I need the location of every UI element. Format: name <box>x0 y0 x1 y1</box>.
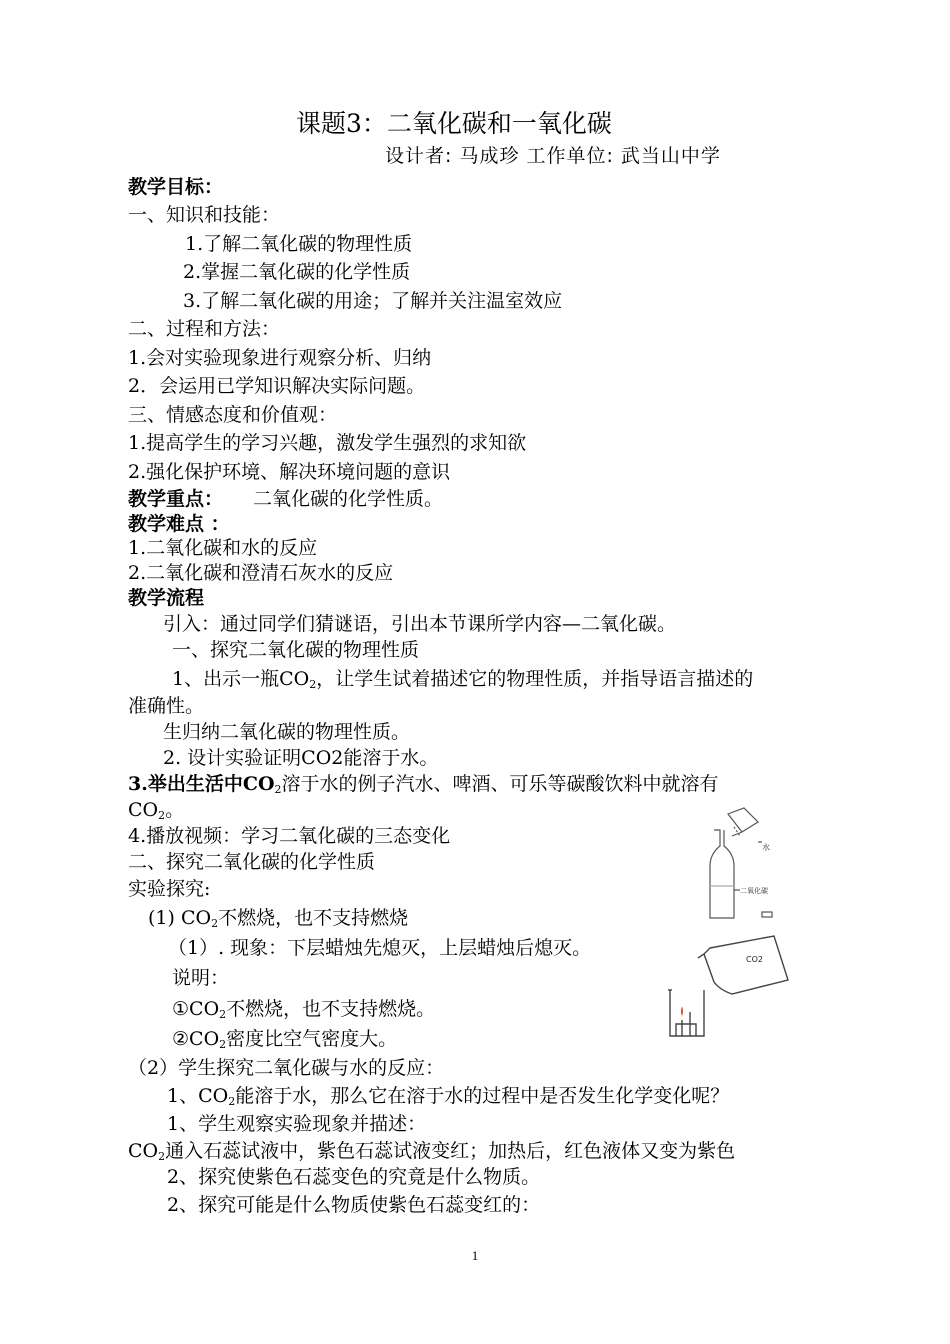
subscript: 2 <box>211 917 219 930</box>
page-number: 1 <box>471 1248 479 1263</box>
subscript: 2 <box>219 1038 227 1051</box>
subscript: 2 <box>309 678 317 691</box>
section1-item: 3.了解二氧化碳的用途；了解并关注温室效应 <box>183 290 563 312</box>
point2-text-cont: 密度比空气密度大。 <box>226 1028 398 1050</box>
section1-heading: 一、知识和技能： <box>128 204 281 226</box>
exp1-text-cont: 不燃烧，也不支持燃烧 <box>218 907 409 929</box>
subscript: 2 <box>274 783 282 796</box>
key-point-label: 教学重点： <box>128 488 224 510</box>
co2-text: CO <box>128 799 159 821</box>
obs-text-cont: 通入石蕊试液中，紫色石蕊试液变红；加热后，红色液体又变为紫色 <box>165 1140 736 1162</box>
step1-text-cont: ，让学生试着描述它的物理性质，并指导语言描述的 <box>316 668 754 690</box>
step3-line2 <box>128 798 184 822</box>
question1-line <box>167 1084 729 1108</box>
flow-heading: 教学流程 <box>128 587 205 609</box>
author-line: 设计者: 马成珍 工作单位: 武当山中学 <box>385 145 721 167</box>
observation-line <box>128 1139 735 1163</box>
point1-text-cont: 不燃烧，也不支持燃烧。 <box>226 998 436 1020</box>
subscript: 2 <box>228 1095 236 1108</box>
figure-label-water: 水 <box>762 843 770 852</box>
section2-item: 1.会对实验现象进行观察分析、归纳 <box>128 347 432 369</box>
objectives-heading: 教学目标： <box>128 176 224 198</box>
q1-text-cont: 能溶于水，那么它在溶于水的过程中是否发生化学变化呢？ <box>235 1085 730 1107</box>
explain-label: 说明： <box>172 967 230 989</box>
bottle-diagram <box>698 802 798 924</box>
key-point-text: 二氧化碳的化学性质。 <box>253 488 444 510</box>
section1-item: 1.了解二氧化碳的物理性质 <box>185 233 413 255</box>
flow-intro: 引入：通过同学们猜谜语，引出本节课所学内容—二氧化碳。 <box>163 613 677 635</box>
candle-diagram <box>662 932 792 1048</box>
part2-heading: 二、探究二氧化碳的化学性质 <box>128 851 376 873</box>
figure-label-co2: CO2 <box>746 955 763 964</box>
subscript: 2 <box>158 809 166 822</box>
period: 。 <box>165 799 185 821</box>
part1-heading: 一、探究二氧化碳的物理性质 <box>172 639 420 661</box>
section2-item: 2．会运用已学知识解决实际问题。 <box>128 375 426 397</box>
step1-line2: 准确性。 <box>128 695 205 717</box>
exp1-line <box>148 906 408 930</box>
page-title: 课题3：二氧化碳和一氧化碳 <box>296 109 612 138</box>
question2-line: 1、学生观察实验现象并描述： <box>167 1113 427 1135</box>
difficulty-item: 1.二氧化碳和水的反应 <box>128 537 318 559</box>
step3-text: 3.举出生活中CO <box>128 773 275 795</box>
point2-text: ②CO <box>172 1028 220 1050</box>
point1-line <box>172 997 435 1021</box>
step1-text: 1、出示一瓶CO <box>172 668 310 690</box>
exp2-line: （2）学生探究二氧化碳与水的反应： <box>128 1057 445 1079</box>
difficulty-item: 2.二氧化碳和澄清石灰水的反应 <box>128 562 394 584</box>
section3-item: 1.提高学生的学习兴趣，激发学生强烈的求知欲 <box>128 432 527 454</box>
exp1-text: (1) CO <box>148 907 212 929</box>
obs-text: CO <box>128 1140 159 1162</box>
subscript: 2 <box>219 1008 227 1021</box>
step4-line: 4.播放视频：学习二氧化碳的三态变化 <box>128 825 451 847</box>
bottle-experiment-figure <box>698 802 798 924</box>
phenomenon-line: （1）. 现象：下层蜡烛先熄灭，上层蜡烛后熄灭。 <box>168 937 592 959</box>
summary-line: 生归纳二氧化碳的物理性质。 <box>163 721 411 743</box>
question3-line: 2、探究使紫色石蕊变色的究竟是什么物质。 <box>167 1166 541 1188</box>
section3-item: 2.强化保护环境、解决环境问题的意识 <box>128 461 451 483</box>
section3-heading: 三、情感态度和价值观： <box>128 404 338 426</box>
difficulty-label: 教学难点 ： <box>128 513 230 535</box>
key-point <box>128 487 443 511</box>
figure-label-co2: 二氧化碳 <box>740 887 768 895</box>
step1-line <box>172 667 753 691</box>
experiment-label: 实验探究: <box>128 878 211 900</box>
subscript: 2 <box>158 1150 166 1163</box>
step3-line <box>128 772 719 796</box>
q1-text: 1、CO <box>167 1085 229 1107</box>
section1-item: 2.掌握二氧化碳的化学性质 <box>183 261 411 283</box>
point2-line <box>172 1027 397 1051</box>
step2-line: 2. 设计实验证明CO2能溶于水。 <box>163 747 439 769</box>
section2-heading: 二、过程和方法： <box>128 318 281 340</box>
candle-experiment-figure <box>662 932 792 1048</box>
step3-text-cont: 溶于水的例子汽水、啤酒、可乐等碳酸饮料中就溶有 <box>281 773 719 795</box>
point1-text: ①CO <box>172 998 220 1020</box>
question4-line: 2、探究可能是什么物质使紫色石蕊变红的： <box>167 1194 541 1216</box>
